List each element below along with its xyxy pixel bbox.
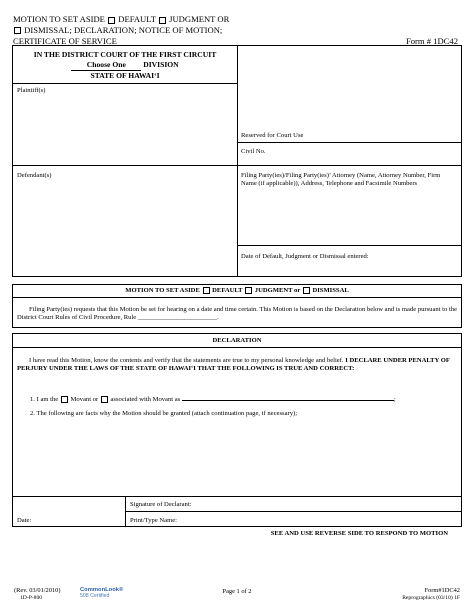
motion-default-checkbox[interactable]: [203, 287, 210, 294]
footer-form-number: Form#1DC42: [424, 587, 460, 594]
form-code: 1D-P-800: [20, 595, 43, 601]
reserved-label: Reserved for Court Use: [241, 132, 304, 139]
revision-date: (Rev. 03/01/2010): [14, 587, 61, 594]
movant-checkbox[interactable]: [61, 396, 68, 403]
motion-dismissal-checkbox[interactable]: [303, 287, 310, 294]
form-number: Form # 1DC42: [405, 36, 458, 46]
date-entered-label: Date of Default, Judgment or Dismissal entered:: [241, 253, 369, 260]
attorney-label: Filing Party(ies)/Filing Party(ies)’ Attorney (Name, Attorney Number, Firm Name (if applicable)), Address, Telephone and Facsimile Numbers: [241, 172, 441, 188]
dismissal-checkbox[interactable]: [14, 27, 21, 34]
reprographics: Reprographics (03/10) 1F: [402, 595, 460, 601]
date-field[interactable]: [38, 514, 122, 525]
print-name-label: Print/Type Name:: [130, 517, 177, 524]
motion-body: Filing Party(ies) requests that this Motion be set for hearing on a date and time certain. This Motion is based on the Declaration below and is made pursuant to the District Court Rules of Civil Procedure, Rule ________________________.: [17, 306, 458, 322]
division-select[interactable]: Choose One: [71, 60, 141, 71]
motion-judgment-checkbox[interactable]: [245, 287, 252, 294]
motion-heading: MOTION TO SET ASIDE DEFAULT JUDGMENT or DISMISSAL: [125, 287, 349, 295]
date-label: Date:: [17, 517, 32, 524]
associated-checkbox[interactable]: [101, 396, 108, 403]
declaration-item-1: 1. I am the Movant or associated with Movant as ;: [30, 393, 455, 404]
form-title: MOTION TO SET ASIDE DEFAULT JUDGMENT OR DISMISSAL; DECLARATION; NOTICE OF MOTION; CERTIFICATE OF SERVICE: [13, 14, 230, 46]
default-checkbox[interactable]: [108, 17, 115, 24]
plaintiffs-field[interactable]: [17, 98, 231, 160]
page-number: Page 1 of 2: [222, 588, 252, 595]
reverse-note: SEE AND USE REVERSE SIDE TO RESPOND TO MOTION: [270, 530, 448, 537]
plaintiffs-label: Plaintiff(s): [17, 87, 46, 94]
court-heading: IN THE DISTRICT COURT OF THE FIRST CIRCUIT Choose One DIVISION STATE OF HAWAI‘I: [33, 50, 217, 80]
facts-field[interactable]: [30, 422, 455, 492]
declaration-intro: I have read this Motion, know the contents and verify that the statements are true to my personal knowledge and belief. I DECLARE UNDER PENALTY OF PERJURY UNDER THE LAWS OF THE STATE OF HAWAI‘I THAT THE FOLLOWING IS TRUE AND CORRECT:: [17, 357, 450, 373]
civil-no-label: Civil No.: [241, 148, 266, 155]
signature-field[interactable]: [205, 499, 457, 510]
signature-label: Signature of Declarant:: [130, 501, 192, 508]
declaration-heading: DECLARATION: [212, 337, 262, 344]
association-field[interactable]: [182, 393, 394, 401]
defendants-field[interactable]: [17, 184, 231, 272]
defendants-label: Defendant(s): [17, 172, 52, 179]
print-name-field[interactable]: [190, 514, 457, 525]
commonlook-logo: CommonLook® 508 Certified: [80, 587, 124, 599]
judgment-checkbox[interactable]: [159, 17, 166, 24]
declaration-item-2: 2. The following are facts why the Motion should be granted (attach continuation page, if necessary);: [30, 410, 298, 417]
